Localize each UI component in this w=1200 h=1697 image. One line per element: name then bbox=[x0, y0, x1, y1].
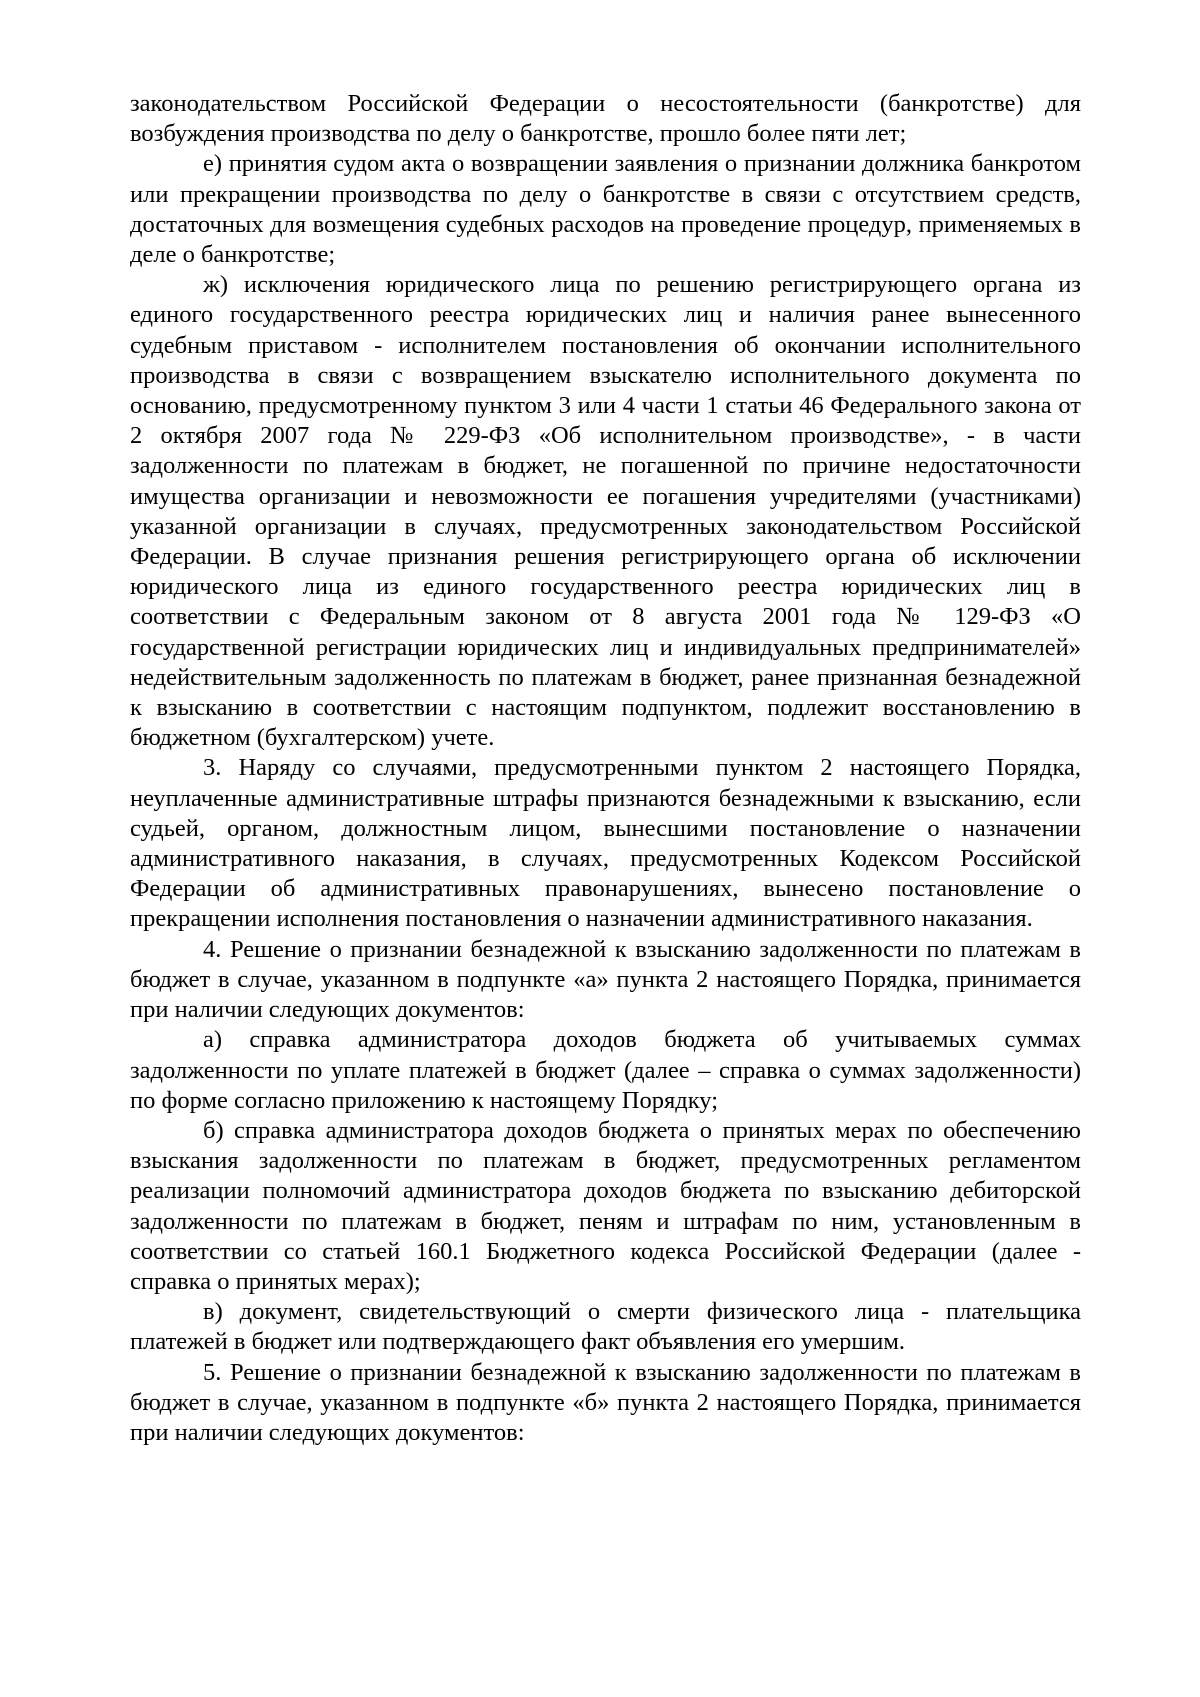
paragraph-subitem-a: а) справка администратора доходов бюджета об учитываемых суммах задолженности по уплате платежей в бюджет (далее – справка о суммах задолженности) по форме согласно приложению к настоящему Порядку; bbox=[130, 1026, 1081, 1114]
paragraph-subitem-e: е) принятия судом акта о возвращении заявления о признании должника банкротом или прекращении производства по делу о банкротстве в связи с отсутствием средств, достаточных для возмещения судебных расходов на проведение процедур, применяемых в деле о банкротстве; bbox=[130, 150, 1081, 269]
paragraph-item-4: 4. Решение о признании безнадежной к взысканию задолженности по платежам в бюджет в случае, указанном в подпункте «а» пункта 2 настоящего Порядка, принимается при наличии следующих документов: bbox=[130, 935, 1081, 1024]
paragraph-subitem-v: в) документ, свидетельствующий о смерти физического лица - плательщика платежей в бюджет или подтверждающего факт объявления его умершим. bbox=[130, 1298, 1081, 1356]
paragraph-item-3: 3. Наряду со случаями, предусмотренными пунктом 2 настоящего Порядка, неуплаченные административные штрафы признаются безнадежными к взысканию, если судьей, органом, должностным лицом, вынесшими постановление о назначении административного наказания, в случаях, предусмотренных Кодексом Российской Федерации об административных правонарушениях, вынесено постановление о прекращении исполнения постановления о назначении административного наказания. bbox=[130, 754, 1081, 933]
paragraph-subitem-b: б) справка администратора доходов бюджета о принятых мерах по обеспечению взыскания задолженности по платежам в бюджет, предусмотренных регламентом реализации полномочий администратора доходов бюджета по взысканию дебиторской задолженности по платежам в бюджет, пеням и штрафам по ним, установленным в соответствии со статьей 160.1 Бюджетного кодекса Российской Федерации (далее - справка о принятых мерах); bbox=[130, 1116, 1081, 1295]
paragraph-continuation: законодательством Российской Федерации о несостоятельности (банкротстве) для возбуждения производства по делу о банкротстве, прошло более пяти лет; bbox=[130, 90, 1081, 148]
paragraph-subitem-zh: ж) исключения юридического лица по решению регистрирующего органа из единого государственного реестра юридических лиц и наличия ранее вынесенного судебным приставом - исполнителем постановления об окончании исполнительного производства в связи с возвращением взыскателю исполнительного документа по основанию, предусмотренному пунктом 3 или 4 части 1 статьи 46 Федерального закона от 2 октября 2007 года № 229-ФЗ «Об исполнительном производстве», - в части задолженности по платежам в бюджет, не погашенной по причине недостаточности имущества организации и невозможности ее погашения учредителями (участниками) указанной организации в случаях, предусмотренных законодательством Российской Федерации. В случае признания решения регистрирующего органа об исключении юридического лица из единого государственного реестра юридических лиц в соответствии с Федеральным законом от 8 августа 2001 года № 129-ФЗ «О государственной регистрации юридических лиц и индивидуальных предпринимателей» недействительным задолженность по платежам в бюджет, ранее признанная безнадежной к взысканию в соответствии с настоящим подпунктом, подлежит восстановлению в бюджетном (бухгалтерском) учете. bbox=[130, 271, 1081, 752]
document-page bbox=[130, 89, 1081, 1448]
paragraph-item-5: 5. Решение о признании безнадежной к взысканию задолженности по платежам в бюджет в случае, указанном в подпункте «б» пункта 2 настоящего Порядка, принимается при наличии следующих документов: bbox=[130, 1358, 1081, 1446]
